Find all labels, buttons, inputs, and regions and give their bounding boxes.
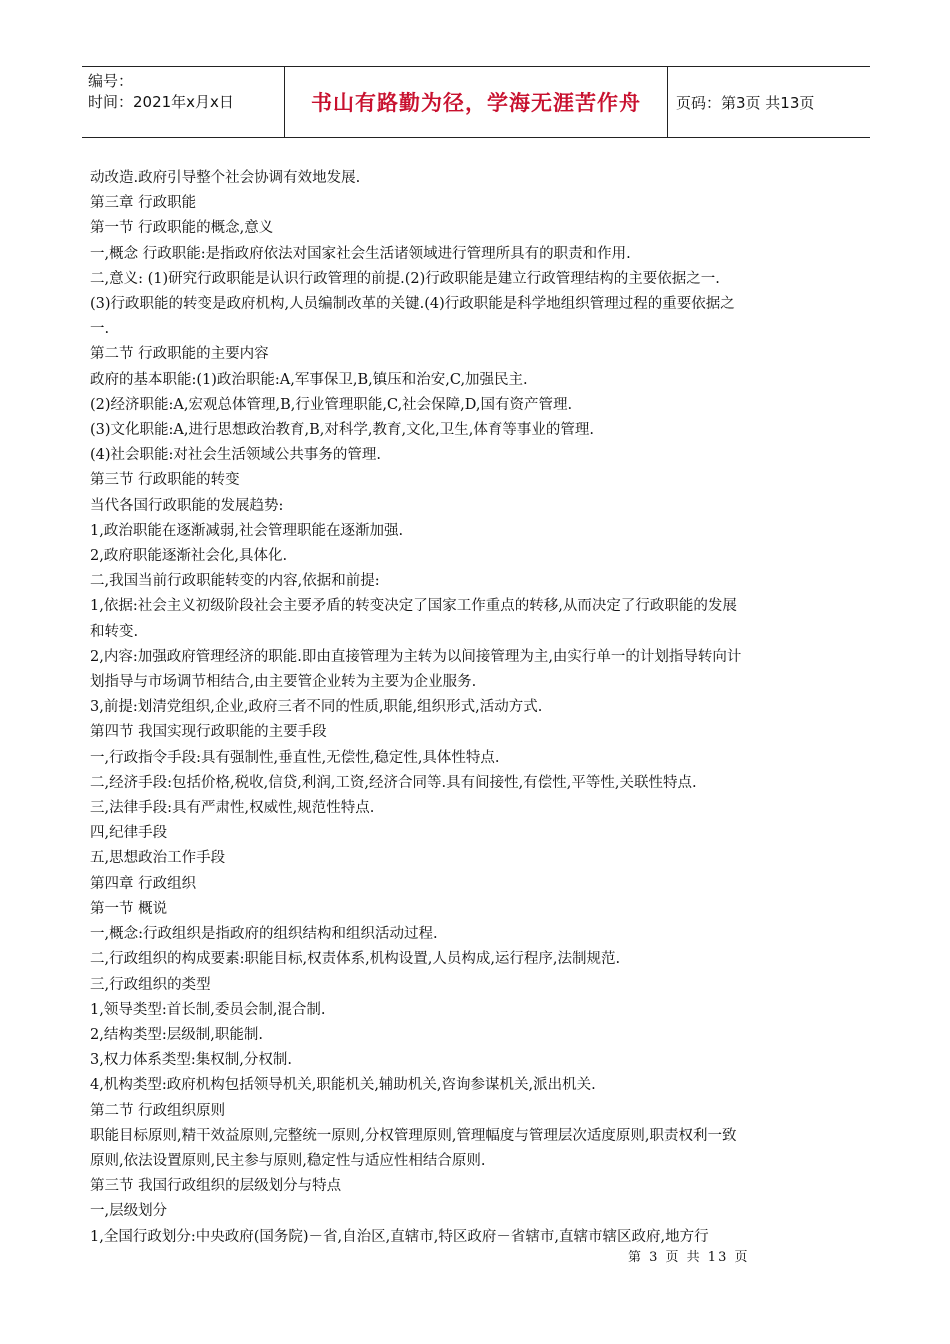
section-heading: 第三节 行政职能的转变 xyxy=(90,472,240,489)
text-line: 二,我国当前行政职能转变的内容,依据和前提: xyxy=(90,573,380,590)
text-line: 3,前提:划清党组织,企业,政府三者不同的性质,职能,组织形式,活动方式. xyxy=(90,699,543,716)
section-heading: 第四节 我国实现行政职能的主要手段 xyxy=(90,724,327,741)
header-page-info: 页码：第3页 共13页 xyxy=(676,93,815,112)
text-line: 2,结构类型:层级制,职能制. xyxy=(90,1026,263,1043)
chapter-heading: 第三章 行政职能 xyxy=(90,195,197,212)
text-line: (4)社会职能:对社会生活领域公共事务的管理. xyxy=(90,447,382,464)
chapter-heading: 第四章 行政组织 xyxy=(90,875,197,892)
document-body xyxy=(90,166,862,1250)
text-line: 三,行政组织的类型 xyxy=(90,976,211,993)
text-line: 1,领导类型:首长制,委员会制,混合制. xyxy=(90,1001,326,1018)
text-line: 二,意义: (1)研究行政职能是认识行政管理的前提.(2)行政职能是建立行政管理结构的主要依据之一. xyxy=(90,270,720,287)
page-footer: 第 3 页 共 13 页 xyxy=(628,1250,750,1265)
header-motto: 书山有路勤为径，学海无涯苦作舟 xyxy=(285,67,668,137)
text-line: 政府的基本职能:(1)政治职能:A,军事保卫,B,镇压和治安,C,加强民主. xyxy=(90,371,528,388)
text-line: 二,经济手段:包括价格,税收,信贷,利润,工资,经济合同等.具有间接性,有偿性,平等性,关联性特点. xyxy=(90,774,697,791)
header-meta xyxy=(82,67,285,137)
document-time-label: 时间：2021年x月x日 xyxy=(88,93,234,111)
text-line: 划指导与市场调节相结合,由主要管企业转为主要为企业服务. xyxy=(90,674,477,691)
text-line: 原则,依法设置原则,民主参与原则,稳定性与适应性相结合原则. xyxy=(90,1152,486,1169)
section-heading: 第一节 概说 xyxy=(90,900,168,917)
document-number-label: 编号： xyxy=(88,72,134,90)
text-line: 当代各国行政职能的发展趋势: xyxy=(90,497,284,514)
text-line: 2,内容:加强政府管理经济的职能.即由直接管理为主转为以间接管理为主,由实行单一的计划指导转向计 xyxy=(90,648,742,665)
text-line: 2,政府职能逐渐社会化,具体化. xyxy=(90,548,288,565)
text-line: (3)文化职能:A,进行思想政治教育,B,对科学,教育,文化,卫生,体育等事业的管理. xyxy=(90,422,594,439)
text-line: 动改造.政府引导整个社会协调有效地发展. xyxy=(90,170,361,186)
text-line: 职能目标原则,精干效益原则,完整统一原则,分权管理原则,管理幅度与管理层次适度原则,职责权利一致 xyxy=(90,1127,737,1144)
text-line: 五,思想政治工作手段 xyxy=(90,850,226,867)
text-line: 3,权力体系类型:集权制,分权制. xyxy=(90,1052,292,1069)
text-line: 1,依据:社会主义初级阶段社会主要矛盾的转变决定了国家工作重点的转移,从而决定了行政职能的发展 xyxy=(90,598,737,615)
text-line: 二,行政组织的构成要素:职能目标,权责体系,机构设置,人员构成,运行程序,法制规范. xyxy=(90,951,621,968)
text-line: 四,纪律手段 xyxy=(90,825,168,842)
text-line: 和转变. xyxy=(90,623,139,640)
text-line: 4,机构类型:政府机构包括领导机关,职能机关,辅助机关,咨询参谋机关,派出机关. xyxy=(90,1077,596,1094)
text-line: (2)经济职能:A,宏观总体管理,B,行业管理职能,C,社会保障,D,国有资产管理. xyxy=(90,396,573,413)
section-heading: 第三节 我国行政组织的层级划分与特点 xyxy=(90,1178,342,1195)
text-line: 一,行政指令手段:具有强制性,垂直性,无偿性,稳定性,具体性特点. xyxy=(90,749,500,766)
text-line: 一,层级划分 xyxy=(90,1203,168,1220)
text-line: 一,概念:行政组织是指政府的组织结构和组织活动过程. xyxy=(90,926,438,943)
section-heading: 第二节 行政组织原则 xyxy=(90,1102,226,1119)
text-line: 一. xyxy=(90,321,110,338)
text-line: (3)行政职能的转变是政府机构,人员编制改革的关键.(4)行政职能是科学地组织管理过程的重要依据之 xyxy=(90,296,735,313)
text-line: 一,概念 行政职能:是指政府依法对国家社会生活诸领域进行管理所具有的职责和作用. xyxy=(90,245,631,262)
text-line: 三,法律手段:具有严肃性,权威性,规范性特点. xyxy=(90,800,375,817)
page-header xyxy=(82,66,870,138)
section-heading: 第一节 行政职能的概念,意义 xyxy=(90,220,274,237)
section-heading: 第二节 行政职能的主要内容 xyxy=(90,346,269,363)
text-line: 1,政治职能在逐渐减弱,社会管理职能在逐渐加强. xyxy=(90,522,404,539)
text-line: 1,全国行政划分:中央政府(国务院)－省,自治区,直辖市,特区政府－省辖市,直辖市辖区政府,地方行 xyxy=(90,1228,709,1245)
